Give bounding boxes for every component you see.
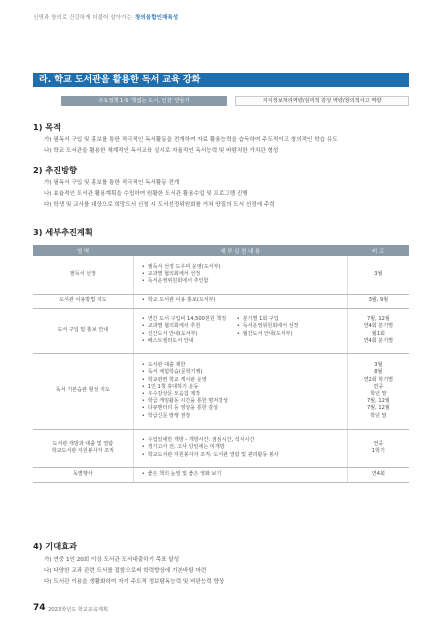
detail-item: • 1인 1책 휴대하기 운동 — [142, 384, 347, 391]
detail-item: • 우수감상문 모음집 제작 — [142, 391, 347, 398]
table-row — [33, 294, 409, 308]
note-cell: 3월 — [374, 271, 383, 278]
strategy-label: 주요정책 1-5 '책없는 도시, 인천' 만들기 — [61, 96, 227, 106]
detail-item: • 좋은 책의 눈열 및 좋은 영화 보기 — [142, 471, 347, 478]
plan-heading: 3) 세부추진계획 — [33, 227, 93, 237]
tagline-brand: 창의융합인재육성 — [134, 15, 179, 21]
detail-item: • 신간도서 안내(도서부) — [142, 331, 237, 338]
plan-table — [33, 245, 409, 483]
direction-item: 나) 효율적인 도서관 활용계획을 수립하여 원활한 도서관 활용수업 및 프로그램 진행 — [44, 191, 248, 197]
detail-item: • 베스트셀러도서 안내 — [142, 338, 237, 345]
table-row — [33, 256, 409, 294]
detail-item: • 학급신문 발행 권장 — [142, 413, 347, 420]
detail-item: • 월간도서 안내(도서부) — [237, 331, 347, 338]
effect-item: 다) 도서관 이용을 생활화하여 자기 주도적 정보탐독능력 및 비판능력 향상 — [44, 579, 225, 585]
direction-item: 다) 학생 및 교사를 대상으로 희망도서 신청 시 도서선정위원회를 거쳐 양질의 도서 선정에 주력 — [44, 202, 275, 208]
note-cell: 연중 — [373, 383, 384, 390]
detail-item: • 학교 도서관 이용 홍보(도서부) — [142, 297, 347, 304]
area-cell: 도서관 개방과 대출 및 열람 — [52, 440, 114, 447]
table-row — [33, 308, 409, 353]
header-note: 비 고 — [347, 245, 409, 256]
detail-item: • 수업일에만 개방 - 개방시간: 점심시간, 석식시간 — [142, 437, 347, 444]
header-area: 영 역 — [33, 245, 133, 256]
area-cell: 필독서 선정 — [69, 271, 96, 278]
note-cell: 연4회 분기별 — [363, 337, 394, 344]
detail-item: • 정기고사 전, 고사 당일에는 미개방 — [142, 444, 347, 451]
area-cell: 학교도서관 자원봉사자 조직 — [51, 448, 114, 454]
detail-item: • 독서운영위원회에서 선정 — [237, 323, 347, 330]
effect-heading: 4) 기대효과 — [33, 541, 77, 551]
area-cell: 독별행사 — [73, 470, 93, 477]
direction-heading: 2) 추진방향 — [33, 165, 77, 175]
direction-item: 가) 필독서 구입 및 홍보를 통한 적극적인 독서활동 전개 — [44, 180, 180, 186]
area-cell: 독서 기본습관 형성 지도 — [55, 387, 110, 394]
competency-label: 지식정보처리역량/심미적 감성 역량/창의적사고 역량 — [235, 96, 409, 106]
note-cell: 학년 말 — [370, 412, 387, 419]
effect-item: 나) 다양한 교과 관련 도서를 접함으로써 학력향상에 기본바탕 마련 — [44, 568, 207, 574]
detail-item: • 다큐멘터리 등 영상을 통한 감상 — [142, 405, 347, 412]
detail-item: • 독서 체험학습(문학기행) — [142, 369, 347, 376]
purpose-item: 나) 학교 도서관을 활용한 체계적인 독서교육 실시로 자율적인 독서능력 및 바람직한 가치관 형성 — [44, 148, 279, 154]
note-cell: 7월, 12월 — [366, 398, 390, 405]
detail-item: • 학교도서관 자원봉사자 조직: 도서관 열람 및 관리활동 봉사 — [142, 452, 347, 459]
note-cell: 월1회 — [371, 330, 385, 337]
detail-item: • 학교관련 학교 게시판 운영 — [142, 377, 347, 384]
detail-item: • 도서관 대출 제한 — [142, 362, 347, 369]
detail-item: • 독서운영위원회에서 추인함 — [142, 278, 347, 285]
table-row — [33, 467, 409, 482]
detail-item: • 교과별 협의회에서 추천 — [142, 323, 237, 330]
note-cell: 8월 — [374, 369, 383, 376]
section-title-bar: 라. 학교 도서관을 활용한 독서 교육 강화 — [33, 73, 409, 87]
page-number: 74 — [33, 603, 46, 613]
table-row — [33, 429, 409, 467]
detail-item: • 분기별 1회 구입 — [237, 316, 347, 323]
tagline-text: 신명과 창의로 건강하게 더불어 살아가는 — [33, 15, 132, 21]
table-row — [33, 353, 409, 429]
note-cell: 1학기 — [371, 448, 385, 454]
note-cell: 연2회 학기별 — [363, 376, 394, 383]
header-details: 세 부 실 천 내 용 — [133, 245, 347, 256]
detail-item: • 교과별 협의회에서 선정 — [142, 271, 347, 278]
strategy-row — [33, 96, 409, 106]
note-cell: 학년 말 — [370, 391, 387, 397]
detail-item: • 학급 게임활동 시간을 통한 명저강상 — [142, 398, 347, 405]
note-cell: 연4회 분기별 — [363, 323, 394, 330]
table-header-row — [33, 245, 409, 256]
detail-item: • 연간 도서 구입비 14,500천원 책정 — [142, 316, 237, 323]
document-title: 2023학년도 학교교육계획 — [48, 607, 108, 613]
note-cell: 3월 — [374, 362, 383, 369]
note-cell: 7월, 12월 — [366, 316, 390, 323]
note-cell: 연중 — [373, 440, 384, 447]
purpose-item: 가) 필독서 구입 및 홍보를 통한 적극적인 독서활동을 전개하여 자료 활용능력을 습득하여 주도적이고 창의적인 학습 유도 — [44, 137, 338, 143]
effect-item: 가) 연중 1인 20회 이상 도서관 도서대출하기 목표 달성 — [44, 557, 180, 563]
note-cell: 연4회 — [371, 470, 385, 477]
page-tagline — [33, 13, 178, 21]
area-cell: 도서 구입 및 홍보 안내 — [57, 326, 109, 333]
area-cell: 도서관 이용방법 지도 — [59, 297, 107, 304]
detail-item: • 필독서 선정 도우미 운영(도서부) — [142, 264, 347, 271]
note-cell: 7월, 12월 — [366, 405, 390, 412]
note-cell: 3월, 9월 — [368, 297, 389, 304]
purpose-heading: 1) 목적 — [33, 122, 62, 132]
